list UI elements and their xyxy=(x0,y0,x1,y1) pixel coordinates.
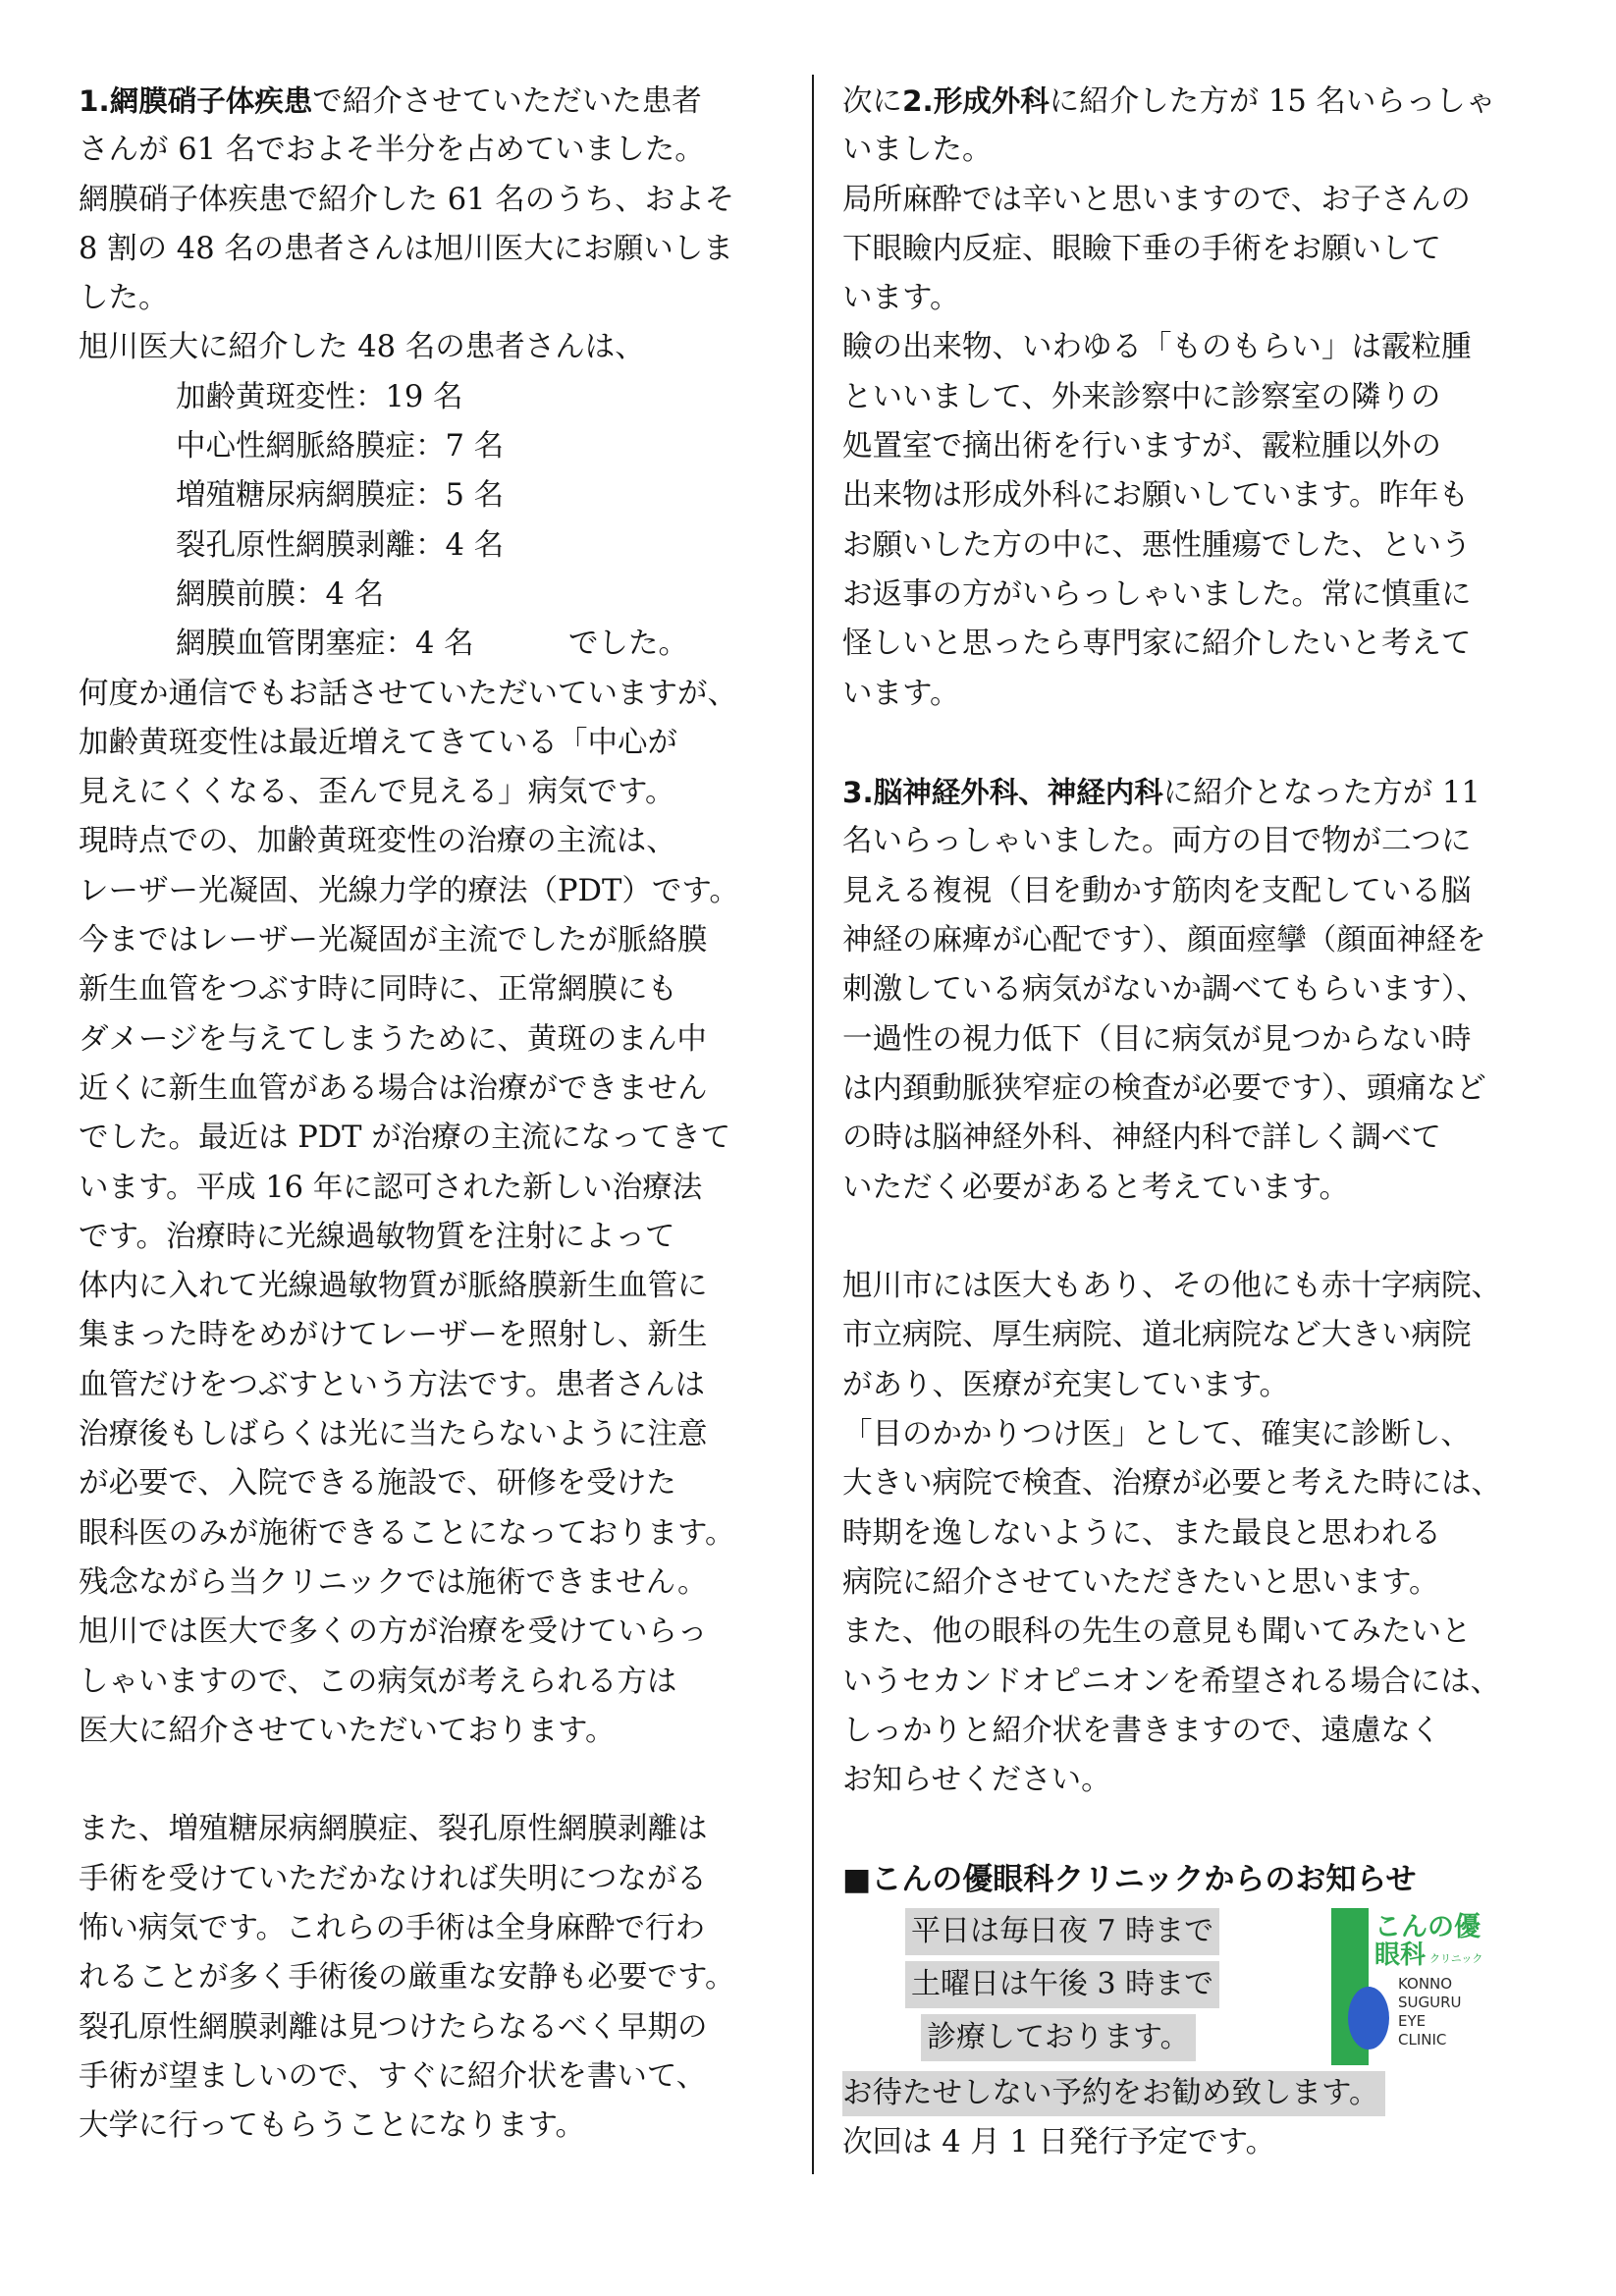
paragraph-line: 見える複視（目を動かす筋肉を支配している脳 xyxy=(842,873,1472,908)
paragraph-line: 処置室で摘出術を行いますが、霰粒腫以外の xyxy=(842,429,1441,465)
logo-clinic-small: クリニック xyxy=(1429,1951,1483,1965)
disease-item: 増殖糖尿病網膜症：5 名 xyxy=(176,478,505,514)
paragraph-line: 市立病院、厚生病院、道北病院など大きい病院 xyxy=(842,1318,1472,1353)
paragraph-line: また、増殖糖尿病網膜症、裂孔原性網膜剥離は xyxy=(79,1812,708,1847)
paragraph-line: 近くに新生血管がある場合は治療ができません xyxy=(79,1070,708,1106)
paragraph-line: 旭川医大に紹介した 48 名の患者さんは、 xyxy=(79,330,645,365)
paragraph-line: 眼科医のみが施術できることになっております。 xyxy=(79,1515,735,1551)
disease-list-tail: でした。 xyxy=(568,627,688,662)
logo-blue-dot xyxy=(1348,1987,1389,2050)
paragraph-line: 今まではレーザー光凝固が主流でしたが脈絡膜 xyxy=(79,923,708,958)
paragraph-line: 瞼の出来物、いわゆる「ものもらい」は霰粒腫 xyxy=(842,330,1472,365)
reservation-text: お待たせしない予約をお勧め致します。 xyxy=(842,2071,1385,2116)
paragraph-line: いました。 xyxy=(842,133,993,168)
paragraph-line: でした。最近は PDT が治療の主流になってきて xyxy=(79,1121,731,1156)
paragraph-line: ダメージを与えてしまうために、黄斑のまん中 xyxy=(79,1021,707,1057)
paragraph-line: 体内に入れて光線過敏物質が脈絡膜新生血管に xyxy=(79,1269,708,1304)
disease-item: 裂孔原性網膜剥離：4 名 xyxy=(176,527,505,563)
paragraph-line: 大きい病院で検査、治療が必要と考えた時には、 xyxy=(842,1466,1501,1502)
hours-note: 診療しております。 xyxy=(921,2014,1196,2061)
paragraph-line: 裂孔原性網膜剥離は見つけたらなるべく早期の xyxy=(79,2009,708,2045)
paragraph-line: 名いらっしゃいました。両方の目で物が二つに xyxy=(842,824,1472,859)
paragraph-line: 大学に行ってもらうことになります。 xyxy=(79,2108,586,2144)
paragraph-gap xyxy=(842,1805,1569,1854)
paragraph-line: います。 xyxy=(842,281,960,316)
paragraph-line: 病院に紹介させていただきたいと思います。 xyxy=(842,1564,1439,1600)
paragraph-line: 医大に紹介させていただいております。 xyxy=(79,1713,616,1748)
left-column xyxy=(79,77,795,2151)
paragraph-line: 見えにくくなる、歪んで見える」病気です。 xyxy=(79,775,675,810)
paragraph-line: の時は脳神経外科、神経内科で詳しく調べて xyxy=(842,1121,1441,1156)
logo-en-2: SUGURU xyxy=(1398,1993,1462,2011)
paragraph-line: 集まった時をめがけてレーザーを照射し、新生 xyxy=(79,1318,708,1353)
sec2-heading: 2.形成外科 xyxy=(902,84,1050,118)
paragraph-line: といいまして、外来診察中に診察室の隣りの xyxy=(842,379,1441,414)
sec2-first-line: 次に2.形成外科に紹介した方が 15 名いらっしゃ xyxy=(842,84,1496,119)
logo-en-4: CLINIC xyxy=(1398,2030,1447,2049)
paragraph-line: は内頚動脈狭窄症の検査が必要です）、頭痛など xyxy=(842,1070,1486,1106)
sec3-heading: 3.脳神経外科、神経内科 xyxy=(842,776,1163,810)
notice-block xyxy=(842,1904,1569,2069)
paragraph-line: 神経の麻痺が心配です）、顔面痙攣（顔面神経を xyxy=(842,923,1486,958)
paragraph-line: 旭川では医大で多くの方が治療を受けていらっ xyxy=(79,1614,708,1650)
paragraph-line: しっかりと紹介状を書きますので、遠慮なく xyxy=(842,1713,1441,1748)
sec1-first-line: 1.網膜硝子体疾患で紹介させていただいた患者 xyxy=(79,84,702,119)
paragraph-line: 手術を受けていただかなければ失明につながる xyxy=(79,1861,707,1896)
paragraph-line: しゃいますので、この病気が考えられる方は xyxy=(79,1664,677,1699)
logo-name-line2: 眼科 xyxy=(1374,1940,1427,1970)
paragraph-line: れることが多く手術後の厳重な安静も必要です。 xyxy=(79,1960,735,1995)
sec1-heading: 1.網膜硝子体疾患 xyxy=(79,84,313,118)
paragraph-gap xyxy=(842,719,1569,768)
paragraph-gap xyxy=(79,1756,795,1805)
paragraph-line: 治療後もしばらくは光に当たらないように注意 xyxy=(79,1417,708,1452)
next-issue-line: 次回は 4 月 1 日発行予定です。 xyxy=(842,2124,1276,2159)
paragraph-line: 刺激している病気がないか調べてもらいます）、 xyxy=(842,972,1486,1008)
paragraph-line: した。 xyxy=(79,281,169,316)
clinic-logo xyxy=(1329,1906,1502,2067)
disease-item-last: 網膜血管閉塞症：4 名 でした。 xyxy=(176,627,688,662)
paragraph-line: また、他の眼科の先生の意見も聞いてみたいと xyxy=(842,1614,1472,1650)
column-divider xyxy=(812,75,814,2174)
paragraph-line: 網膜硝子体疾患で紹介した 61 名のうち、およそ xyxy=(79,182,735,217)
logo-name-line1: こんの優 xyxy=(1374,1911,1481,1942)
paragraph-line: いうセカンドオピニオンを希望される場合には、 xyxy=(842,1664,1501,1699)
paragraph-line: います。 xyxy=(842,676,960,711)
paragraph-line: 下眼瞼内反症、眼瞼下垂の手術をお願いして xyxy=(842,231,1441,266)
paragraph-line: 局所麻酔では辛いと思いますので、お子さんの xyxy=(842,182,1471,217)
paragraph-gap xyxy=(842,1213,1569,1262)
paragraph-line: お知らせください。 xyxy=(842,1763,1111,1798)
paragraph-line: 「目のかかりつけ医」として、確実に診断し、 xyxy=(842,1417,1471,1452)
right-column xyxy=(842,77,1569,2167)
paragraph-line: 怪しいと思ったら専門家に紹介したいと考えて xyxy=(842,627,1472,662)
paragraph-line: 8 割の 48 名の患者さんは旭川医大にお願いしま xyxy=(79,231,733,266)
logo-en-3: EYE xyxy=(1398,2011,1427,2030)
paragraph-line: います。平成 16 年に認可された新しい治療法 xyxy=(79,1170,703,1205)
paragraph-line: 怖い病気です。これらの手術は全身麻酔で行わ xyxy=(79,1910,706,1945)
logo-en-1: KONNO xyxy=(1398,1974,1453,1993)
paragraph-line: 現時点での、加齢黄斑変性の治療の主流は、 xyxy=(79,824,676,859)
paragraph-line: 旭川市には医大もあり、その他にも赤十字病院、 xyxy=(842,1269,1501,1304)
paragraph-line: レーザー光凝固、光線力学的療法（PDT）です。 xyxy=(79,873,739,908)
paragraph-line: さんが 61 名でおよそ半分を占めていました。 xyxy=(79,133,705,168)
paragraph-line: があり、医療が充実しています。 xyxy=(842,1367,1290,1402)
sec3-first-line: 3.脳神経外科、神経内科に紹介となった方が 11 xyxy=(842,776,1481,811)
disease-item: 網膜前膜：4 名 xyxy=(176,576,385,612)
paragraph-line: 加齢黄斑変性は最近増えてきている「中心が xyxy=(79,725,677,760)
reservation-line xyxy=(842,2069,1569,2118)
paragraph-line: 手術が望ましいので、すぐに紹介状を書いて、 xyxy=(79,2058,707,2094)
disease-item: 中心性網脈絡膜症：7 名 xyxy=(176,429,505,465)
paragraph-line: お願いした方の中に、悪性腫瘍でした、という xyxy=(842,527,1472,563)
paragraph-line: 一過性の視力低下（目に病気が見つからない時 xyxy=(842,1021,1472,1057)
paragraph-line: いただく必要があると考えています。 xyxy=(842,1170,1350,1205)
paragraph-line: お返事の方がいらっしゃいました。常に慎重に xyxy=(842,576,1472,612)
disease-item: 加齢黄斑変性：19 名 xyxy=(176,379,463,414)
paragraph-line: 血管だけをつぶすという方法です。患者さんは xyxy=(79,1367,706,1402)
hours-saturday: 土曜日は午後 3 時まで xyxy=(905,1961,1219,2008)
notice-title: ■こんの優眼科クリニックからのお知らせ xyxy=(842,1861,1417,1897)
paragraph-line: 新生血管をつぶす時に同時に、正常網膜にも xyxy=(79,972,677,1008)
hours-weekday: 平日は毎日夜 7 時まで xyxy=(905,1908,1219,1955)
paragraph-line: 何度か通信でもお話させていただいていますが、 xyxy=(79,676,737,711)
paragraph-line: 残念ながら当クリニックでは施術できません。 xyxy=(79,1564,708,1600)
paragraph-line: 時期を逸しないように、また最良と思われる xyxy=(842,1515,1441,1551)
paragraph-line: 出来物は形成外科にお願いしています。昨年も xyxy=(842,478,1470,514)
paragraph-line: です。治療時に光線過敏物質を注射によって xyxy=(79,1219,675,1254)
paragraph-line: が必要で、入院できる施設で、研修を受けた xyxy=(79,1466,676,1502)
